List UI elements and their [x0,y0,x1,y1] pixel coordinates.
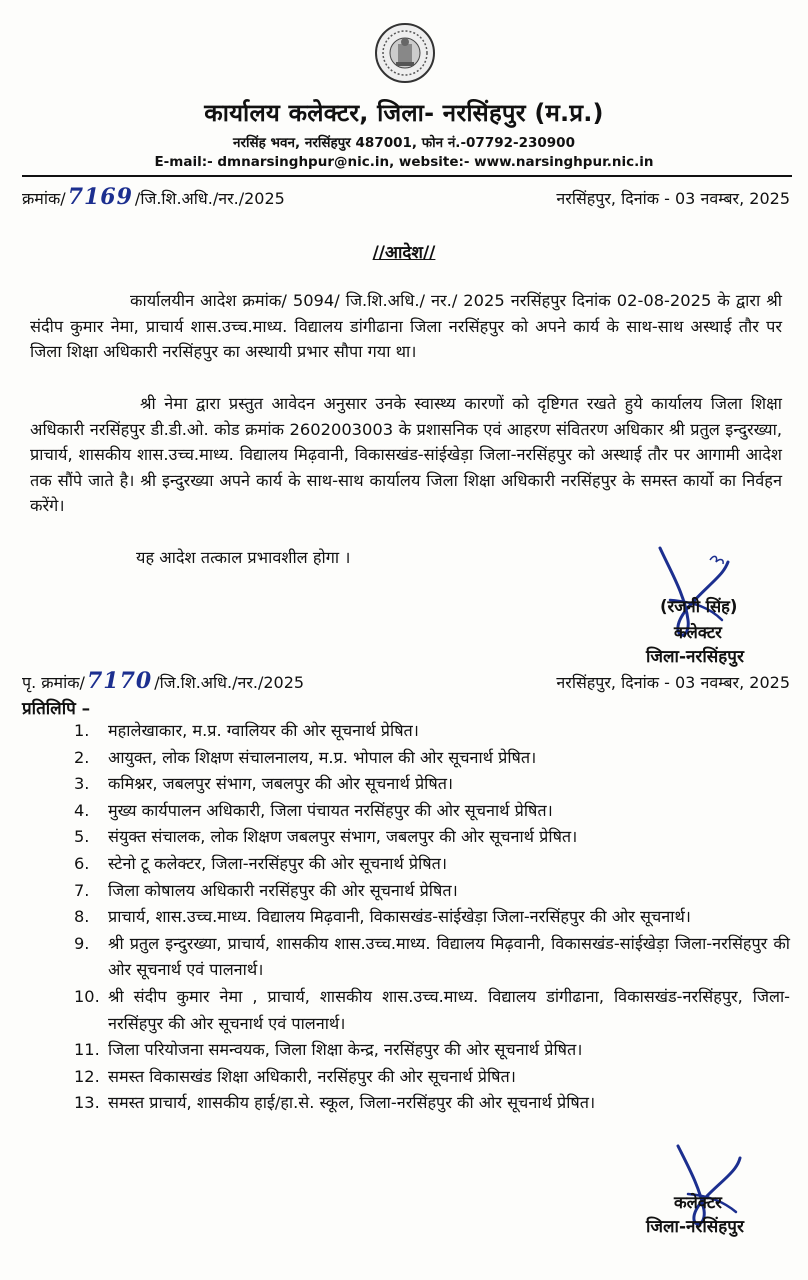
copy-recipient-item [74,1064,790,1091]
copy-recipient-item [74,771,790,798]
signatory-2-designation: कलेक्टर [674,1193,722,1212]
copy-recipient-text: स्टेनो टू कलेक्टर, जिला-नरसिंहपुर की ओर सूचनार्थ प्रेषित। [108,853,447,873]
copy-recipient-text: प्राचार्य, शास.उच्च.माध्य. विद्यालय मिढ़वानी, विकासखंड-सांईखेड़ा जिला-नरसिंहपुर की ओर सूचनार्थ। [108,907,691,927]
office-title: कार्यालय कलेक्टर, जिला- नरसिंहपुर (म.प्र.) [204,99,604,127]
signatory-designation: कलेक्टर [674,623,722,642]
copy-recipient-number: 12. [74,1066,100,1086]
order-place-date: नरसिंहपुर, दिनांक - 03 नवम्बर, 2025 [556,189,790,208]
order-reference-row [22,184,790,210]
copy-place-date: नरसिंहपुर, दिनांक - 03 नवम्बर, 2025 [556,673,790,692]
copy-recipient-item [74,931,790,984]
office-address: नरसिंह भवन, नरसिंहपुर 487001, फोन नं.-07792-230900 [233,135,575,151]
header-divider [22,175,792,177]
copy-recipient-item [74,1037,790,1064]
order-title: //आदेश// [372,243,436,263]
order-paragraph-3: यह आदेश तत्काल प्रभावशील होगा । [136,548,351,567]
copy-recipient-item [74,984,790,1037]
copy-recipient-list [74,718,790,1117]
signatory-2-office: जिला-नरसिंहपुर [646,1217,744,1237]
signatory-name: (रजनी सिंह) [660,597,738,616]
copy-recipient-item [74,718,790,745]
copy-recipient-text: संयुक्त संचालक, लोक शिक्षण जबलपुर संभाग, जबलपुर की ओर सूचनार्थ प्रेषित। [108,827,578,847]
copy-recipient-number: 8. [74,907,90,927]
copy-recipient-text: समस्त विकासखंड शिक्षा अधिकारी, नरसिंहपुर की ओर सूचनार्थ प्रेषित। [108,1066,516,1086]
copy-recipient-number: 5. [74,827,90,847]
copy-recipient-number: 11. [74,1040,100,1060]
copy-number: पृ. क्रमांक/7170 /जि.शि.अधि./नर./2025 [22,668,305,694]
handwritten-copy-number: 7170 [86,668,153,694]
copy-heading: प्रतिलिपि – [22,699,91,719]
copy-recipient-text: श्री संदीप कुमार नेमा , प्राचार्य, शासकीय शास.उच्च.माध्य. विद्यालय डांगीढाना, विकासखंड-नरसिंहपुर, जिला-नरसिंहपुर की ओर सूचनार्थ एवं पालनार्थ। [108,986,790,1033]
copy-recipient-number: 4. [74,800,90,820]
copy-recipient-text: श्री प्रतुल इन्दुरख्या, प्राचार्य, शासकीय शास.उच्च.माध्य. विद्यालय मिढ़वानी, विकासखंड-सांईखेड़ा जिला-नरसिंहपुर की ओर सूचनार्थ एवं पालनार्थ। [108,933,790,980]
copy-recipient-number: 7. [74,880,90,900]
copy-recipient-text: समस्त प्राचार्य, शासकीय हाई/हा.से. स्कूल, जिला-नरसिंहपुर की ओर सूचनार्थ प्रेषित। [108,1093,596,1113]
copy-recipient-item [74,798,790,825]
copy-recipient-number: 10. [74,986,100,1006]
copy-recipient-item [74,824,790,851]
copy-recipient-number: 2. [74,747,90,767]
copy-recipient-number: 13. [74,1093,100,1113]
copy-recipient-number: 3. [74,774,90,794]
copy-recipient-item [74,1090,790,1117]
copy-recipient-text: आयुक्त, लोक शिक्षण संचालनालय, म.प्र. भोपाल की ओर सूचनार्थ प्रेषित। [108,747,537,767]
handwritten-order-number: 7169 [67,184,133,210]
copy-recipient-text: मुख्य कार्यपालन अधिकारी, जिला पंचायत नरसिंहपुर की ओर सूचनार्थ प्रेषित। [108,800,553,820]
copy-recipient-text: जिला कोषालय अधिकारी नरसिंहपुर की ओर सूचनार्थ प्रेषित। [108,880,458,900]
copy-reference-row [22,668,790,694]
order-paragraph-1: कार्यालयीन आदेश क्रमांक/ 5094/ जि.शि.अधि./ नर./ 2025 नरसिंहपुर दिनांक 02-08-2025 के द्वारा श्री संदीप कुमार नेमा, प्राचार्य शास.उच्च.माध्य. विद्यालय डांगीढाना जिला नरसिंहपुर को अपने कार्य के साथ-साथ अस्थाई तौर पर जिला शिक्षा अधिकारी नरसिंहपुर का अस्थायी प्रभार सौपा गया था। [30,291,782,361]
signatory-office: जिला-नरसिंहपुर [646,647,744,667]
copy-recipient-text: महालेखाकार, म.प्र. ग्वालियर की ओर सूचनार्थ प्रेषित। [108,721,419,740]
copy-recipient-number: 1. [74,721,90,740]
office-email-website: E-mail:- dmnarsinghpur@nic.in, website:- www.narsinghpur.nic.in [154,154,654,170]
order-paragraph-2: श्री नेमा द्वारा प्रस्तुत आवेदन अनुसार उनके स्वास्थ्य कारणों को दृष्टिगत रखते हुये कार्यालय जिला शिक्षा अधिकारी नरसिंहपुर डी.डी.ओ. कोड क्रमांक 2602003003 के प्रशासनिक एवं आहरण संवितरण अधिकार श्री प्रतुल इन्दुरख्या, प्राचार्य, शासकीय शास.उच्च.माध्य. विद्यालय मिढ़वानी, विकासखंड-सांईखेड़ा जिला-नरसिंहपुर को अस्थाई तौर पर आगामी आदेश तक सौंपे जाते है। श्री इन्दुरख्या अपने कार्य के साथ-साथ कार्यालय जिला शिक्षा अधिकारी नरसिंहपुर के समस्त कार्यो का निर्वहन करेंगे। [30,394,782,515]
copy-recipient-number: 9. [74,933,90,953]
copy-recipient-item [74,878,790,905]
copy-recipient-item [74,851,790,878]
copy-recipient-item [74,745,790,772]
order-number: क्रमांक/7169 /जि.शि.अधि./नर./2025 [22,184,285,210]
madhya-pradesh-emblem-icon [374,22,436,84]
copy-recipient-text: जिला परियोजना समन्वयक, जिला शिक्षा केन्द्र, नरसिंहपुर की ओर सूचनार्थ प्रेषित। [108,1040,583,1060]
copy-recipient-item [74,904,790,931]
copy-recipient-text: कमिश्नर, जबलपुर संभाग, जबलपुर की ओर सूचनार्थ प्रेषित। [108,774,454,794]
copy-recipient-number: 6. [74,853,90,873]
